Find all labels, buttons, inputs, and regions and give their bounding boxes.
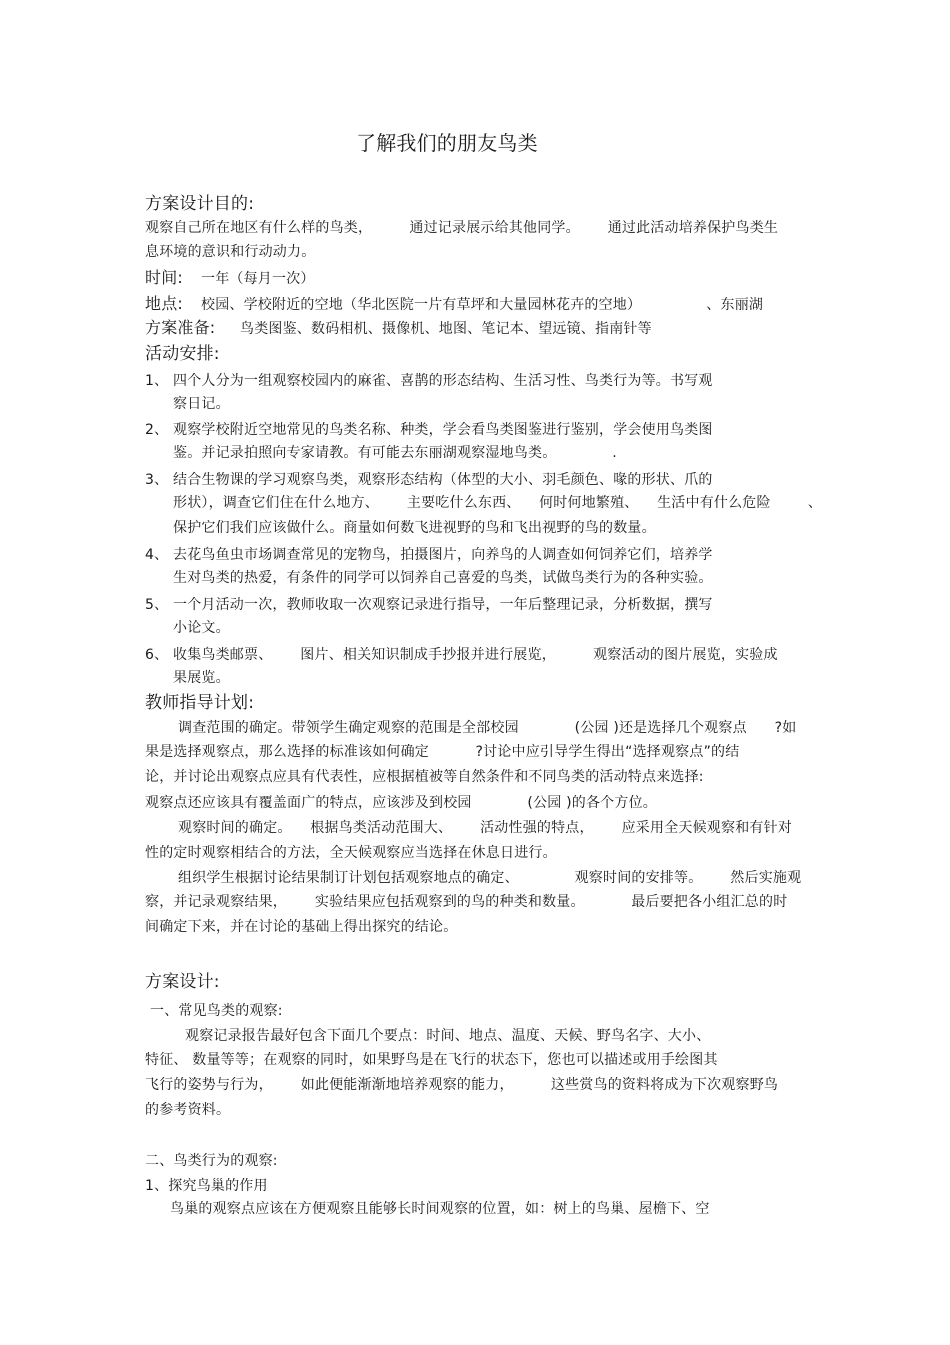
teacher-line: 论，并讨论出观察点应具有代表性，应根据植被等自然条件和不同鸟类的活动特点来选择:: [145, 769, 704, 785]
activity-number: 6、: [145, 647, 169, 663]
design-heading: 方案设计:: [145, 972, 220, 992]
purpose-line: 观察自己所在地区有什么样的鸟类， 通过记录展示给其他同学。 通过此活动培养保护鸟类生: [145, 220, 779, 236]
design-line: 特征、 数量等等；在观察的同时，如果野鸟是在飞行的状态下，您也可以描述或用手绘图其: [145, 1052, 718, 1068]
activity-line: 果展览。: [173, 670, 230, 686]
teacher-heading: 教师指导计划:: [145, 693, 255, 713]
activity-line: 去花鸟鱼虫市场调查常见的宠物鸟，拍摄图片，向养鸟的人调查如何饲养它们，培养学: [173, 547, 713, 563]
teacher-line: 观察时间的确定。 根据鸟类活动范围大、 活动性强的特点， 应采用全天候观察和有针对: [178, 820, 793, 836]
activity-line: 鉴。并记录拍照向专家请教。有可能去东丽湖观察湿地鸟类。 .: [173, 445, 617, 461]
teacher-line: 组织学生根据讨论结果制订计划包括观察地点的确定、 观察时间的安排等。 然后实施观: [178, 870, 802, 886]
design-subheading: 二、鸟类行为的观察:: [145, 1153, 278, 1169]
activity-number: 4、: [145, 547, 169, 563]
activities-heading: 活动安排:: [145, 344, 220, 364]
teacher-line: 观察点还应该具有覆盖面广的特点，应该涉及到校园 (公园 )的各个方位。: [145, 795, 657, 811]
teacher-line: 察，并记录观察结果， 实验结果应包括观察到的鸟的种类和数量。 最后要把各小组汇总的时: [145, 894, 788, 910]
activity-line: 四个人分为一组观察校园内的麻雀、喜鹊的形态结构、生活习性、鸟类行为等。书写观: [173, 373, 713, 389]
activity-line: 形状），调查它们住在什么地方、 主要吃什么东西、 何时何地繁殖、 生活中有什么危险 、: [173, 495, 823, 511]
time-value: 一年（每月一次）: [201, 271, 315, 287]
activity-line: 一个月活动一次，教师收取一次观察记录进行指导，一年后整理记录，分析数据，撰写: [173, 597, 713, 613]
design-subheading: 一、常见鸟类的观察:: [150, 1003, 283, 1019]
design-line: 飞行的姿势与行为， 如此便能渐渐地培养观察的能力， 这些赏鸟的资料将成为下次观察野鸟: [145, 1077, 779, 1093]
prep-value: 鸟类图鉴、数码相机、摄像机、地图、笔记本、望远镜、指南针等: [240, 321, 652, 337]
design-item: 1、探究鸟巢的作用: [145, 1178, 268, 1194]
teacher-line: 间确定下来，并在讨论的基础上得出探究的结论。: [145, 919, 458, 935]
purpose-heading: 方案设计目的:: [145, 194, 255, 214]
activity-line: 保护它们我们应该做什么。商量如何数飞进视野的鸟和飞出视野的鸟的数量。: [173, 520, 656, 536]
design-line: 的参考资料。: [145, 1102, 231, 1118]
activity-line: 收集鸟类邮票、 图片、相关知识制成手抄报并进行展览， 观察活动的图片展览，实验成: [173, 647, 778, 663]
teacher-line: 性的定时观察相结合的方法，全天候观察应当选择在休息日进行。: [145, 845, 557, 861]
activity-line: 观察学校附近空地常见的鸟类名称、种类，学会看鸟类图鉴进行鉴别，学会使用鸟类图: [173, 422, 713, 438]
activity-number: 3、: [145, 472, 169, 488]
activity-number: 5、: [145, 597, 169, 613]
time-label: 时间:: [145, 268, 183, 287]
activity-number: 1、: [145, 373, 169, 389]
place-value: 校园、学校附近的空地（华北医院一片有草坪和大量园林花卉的空地） 、东丽湖: [201, 297, 764, 313]
purpose-line: 息环境的意识和行动动力。: [145, 244, 316, 260]
activity-line: 小论文。: [173, 620, 230, 636]
design-line: 观察记录报告最好包含下面几个要点：时间、地点、温度、天候、野鸟名字、大小、: [185, 1028, 711, 1044]
activity-line: 结合生物课的学习观察鸟类，观察形态结构（体型的大小、羽毛颜色、喙的形状、爪的: [173, 472, 713, 488]
design-line: 鸟巢的观察点应该在方便观察且能够长时间观察的位置，如：树上的鸟巢、屋檐下、空: [170, 1201, 710, 1217]
prep-label: 方案准备:: [145, 318, 216, 337]
activity-line: 察日记。: [173, 396, 230, 412]
document-title: 了解我们的朋友鸟类: [356, 131, 538, 155]
teacher-line: 调查范围的确定。带领学生确定观察的范围是全部校园 (公园 )还是选择几个观察点 ?如: [178, 720, 797, 736]
activity-number: 2、: [145, 422, 169, 438]
activity-line: 生对鸟类的热爱，有条件的同学可以饲养自己喜爱的鸟类，试做鸟类行为的各种实验。: [173, 570, 713, 586]
teacher-line: 果是选择观察点，那么选择的标准该如何确定 ?讨论中应引导学生得出“选择观察点”的结: [145, 744, 740, 760]
place-label: 地点:: [145, 294, 183, 313]
